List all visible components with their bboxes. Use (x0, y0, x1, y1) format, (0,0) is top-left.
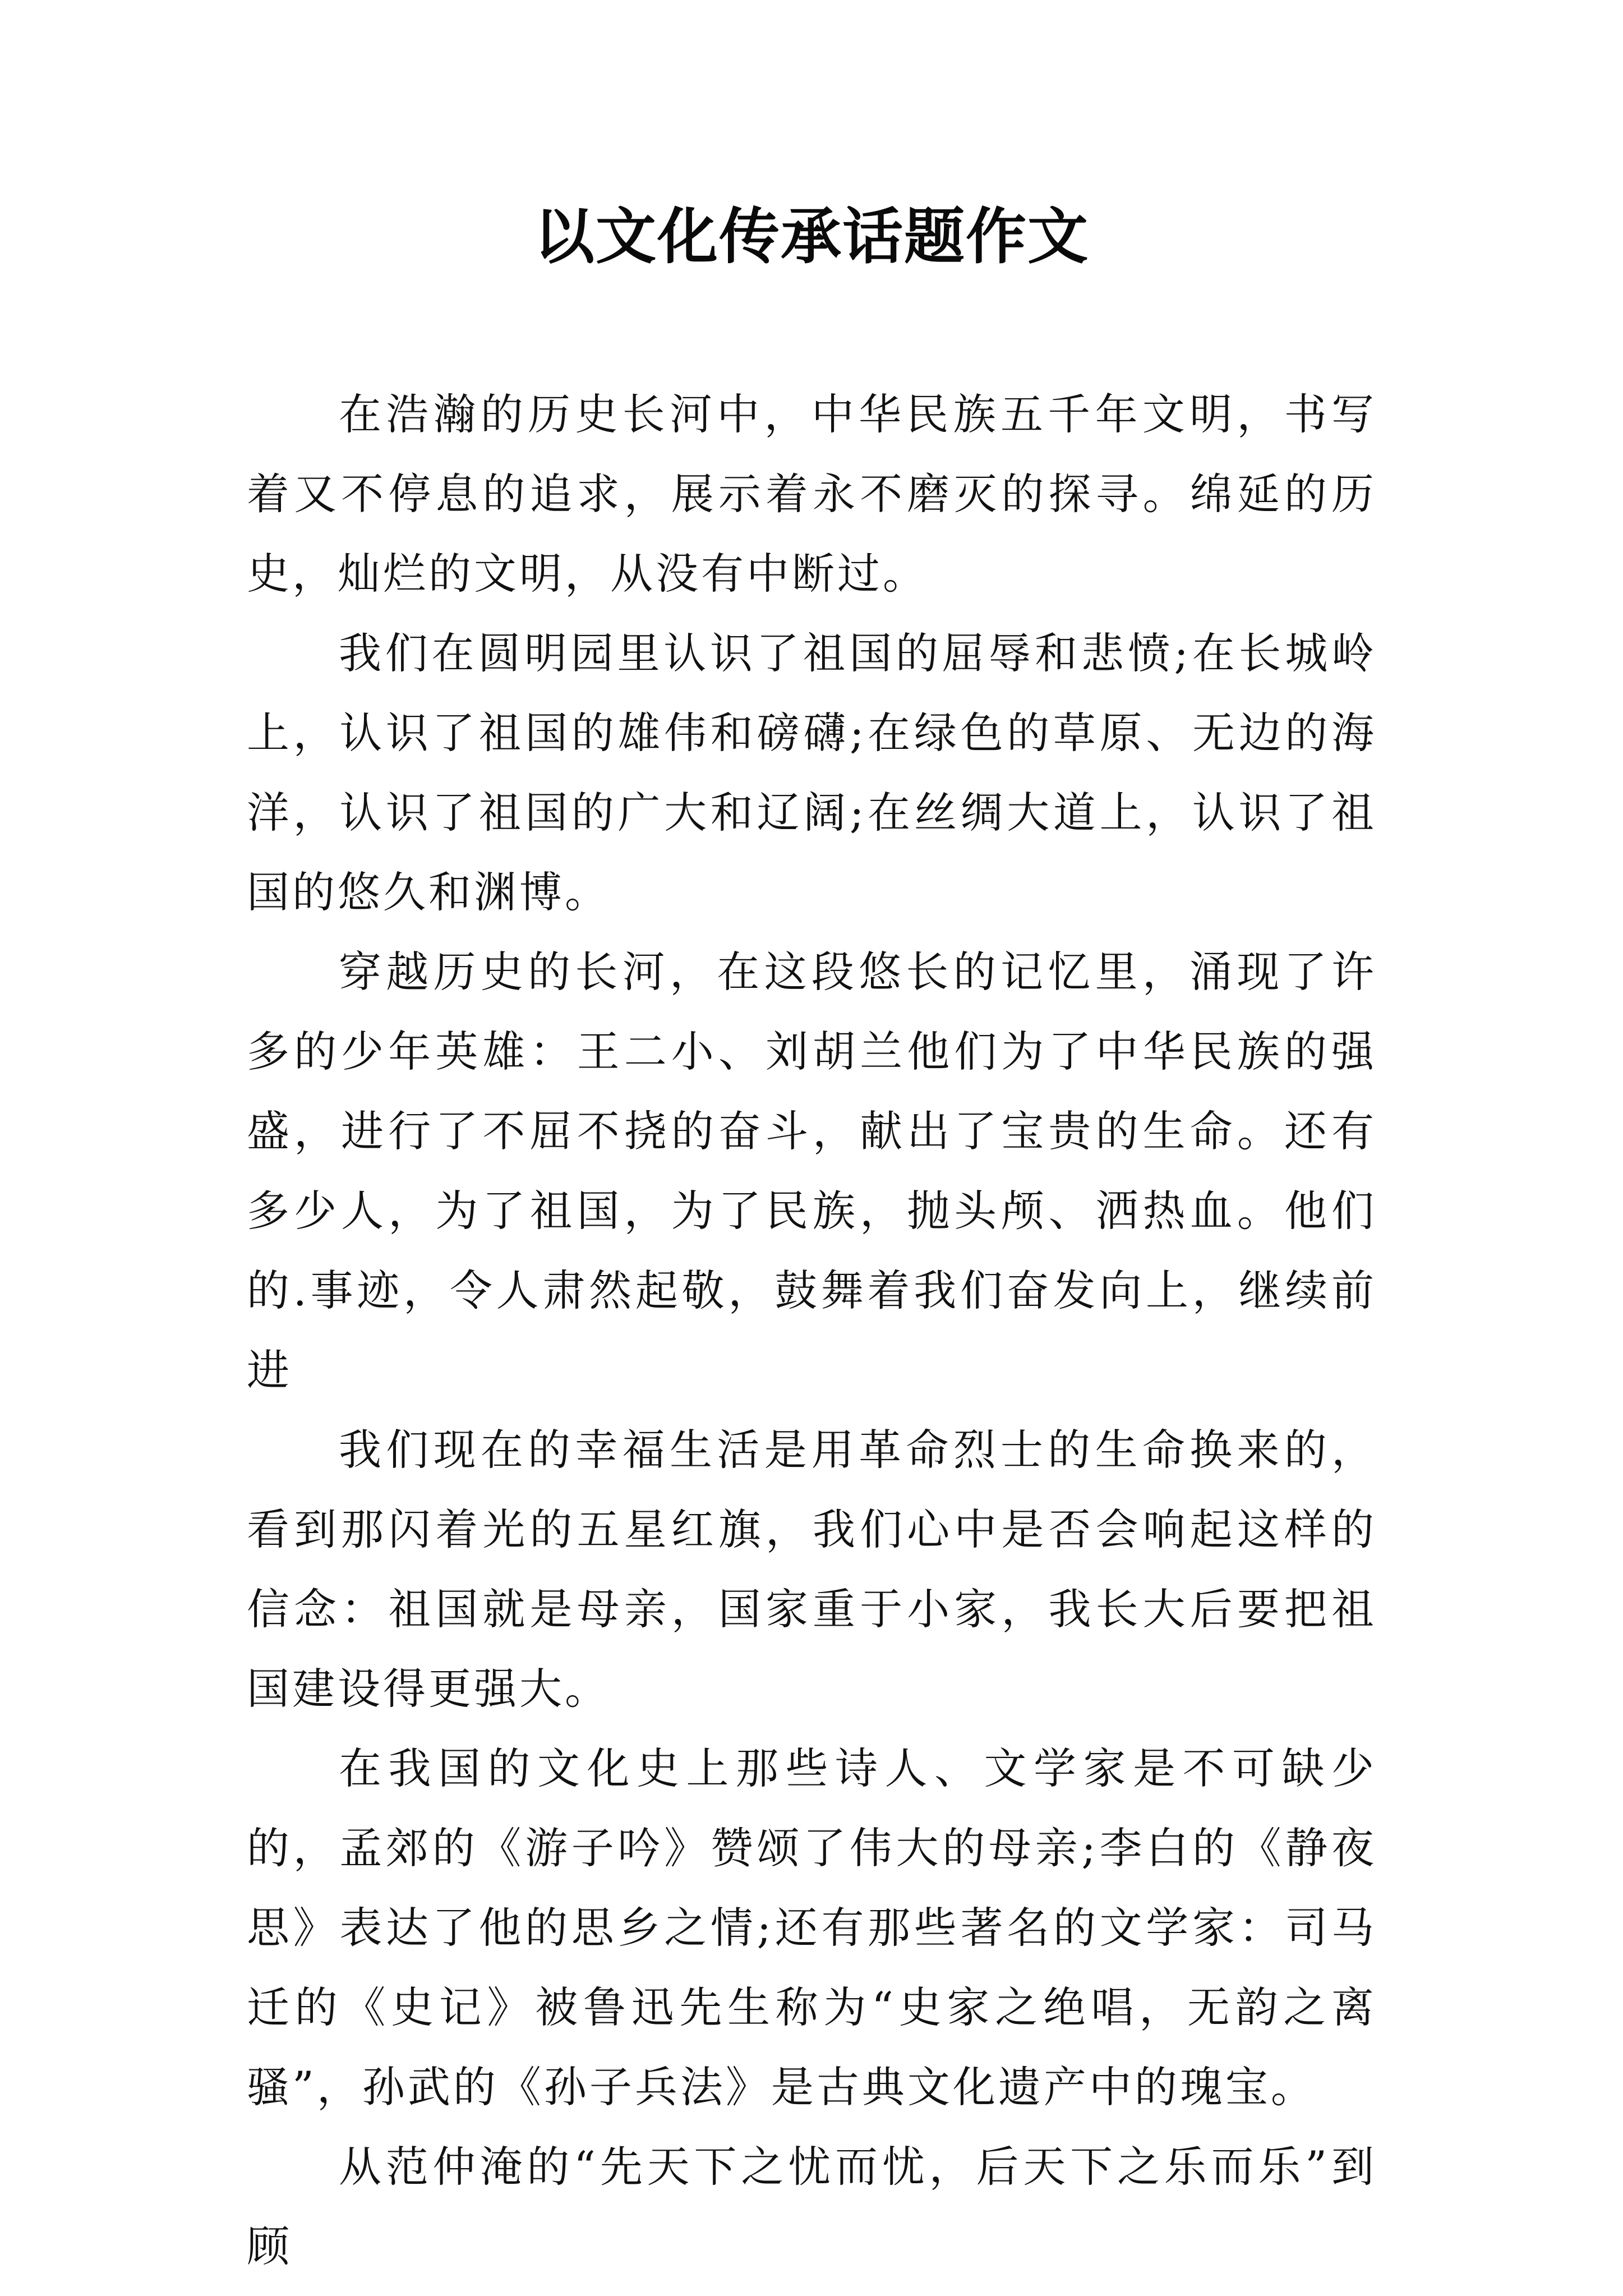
document-title: 以文化传承话题作文 (533, 201, 1089, 272)
paragraph-3: 穿越历史的长河，在这段悠长的记忆里，涌现了许多的少年英雄：王二小、刘胡兰他们为了中华民族的强盛，进行了不屈不挠的奋斗，献出了宝贵的生命。还有多少人，为了祖国，为了民族，抛头颅、洒热血。他们的.事迹，令人肃然起敬，鼓舞着我们奋发向上，继续前进 (247, 947, 1377, 1395)
paragraph-6: 从范仲淹的“先天下之忧而忧，后天下之乐而乐”到顾 (247, 2142, 1377, 2271)
document-body (247, 375, 1377, 2286)
paragraph-1: 在浩瀚的历史长河中，中华民族五千年文明，书写着又不停息的追求，展示着永不磨灭的探寻。绵延的历史，灿烂的文明，从没有中断过。 (247, 389, 1377, 599)
paragraph-2: 我们在圆明园里认识了祖国的屈辱和悲愤;在长城岭上，认识了祖国的雄伟和磅礴;在绿色的草原、无边的海洋，认识了祖国的广大和辽阔;在丝绸大道上，认识了祖国的悠久和渊博。 (247, 628, 1377, 917)
paragraph-5: 在我国的文化史上那些诗人、文学家是不可缺少的，孟郊的《游子吟》赞颂了伟大的母亲;李白的《静夜思》表达了他的思乡之情;还有那些著名的文学家：司马迁的《史记》被鲁迅先生称为“史家之绝唱，无韵之离骚”，孙武的《孙子兵法》是古典文化遗产中的瑰宝。 (247, 1743, 1377, 2112)
paragraph-4: 我们现在的幸福生活是用革命烈士的生命换来的，看到那闪着光的五星红旗，我们心中是否会响起这样的信念：祖国就是母亲，国家重于小家，我长大后要把祖国建设得更强大。 (247, 1425, 1377, 1714)
